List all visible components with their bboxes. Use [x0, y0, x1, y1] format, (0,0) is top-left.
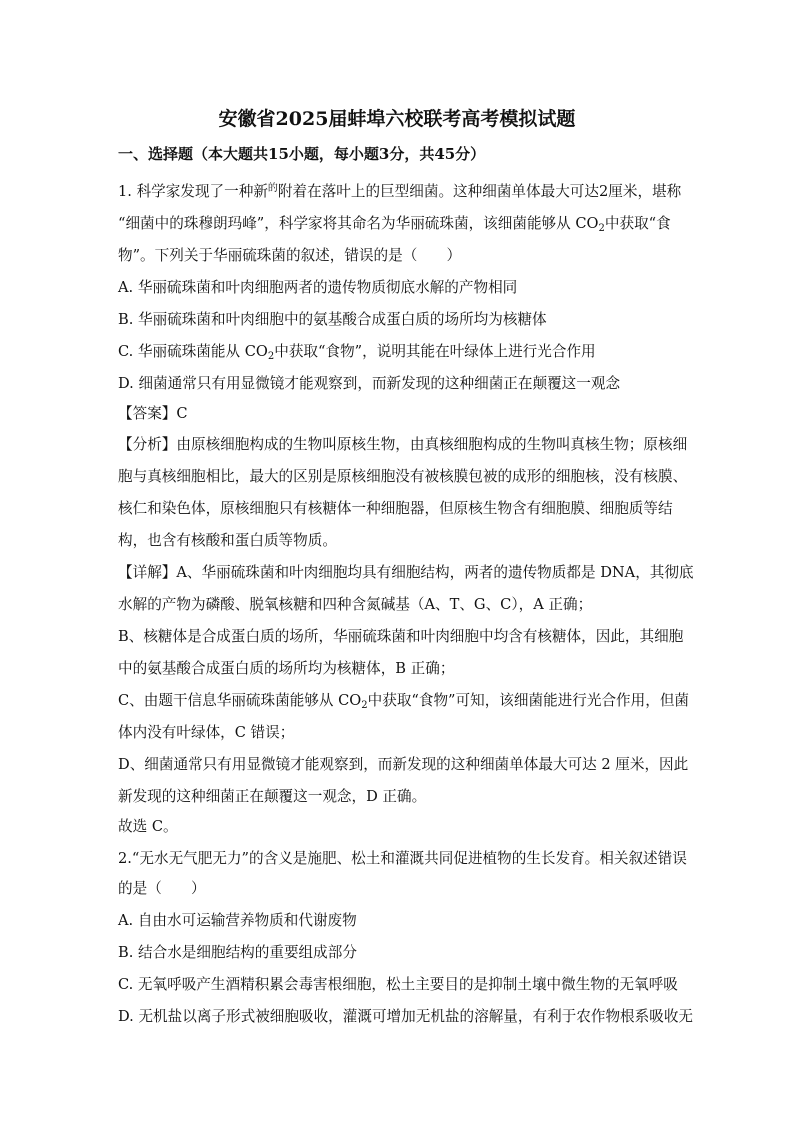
- q1-analysis-line-3: 核仁和染色体，原核细胞只有核糖体一种细胞器，但原核生物含有细胞膜、细胞质等结: [118, 500, 673, 517]
- q1-detail-line-4: 中的氨基酸合成蛋白质的场所均为核糖体，B 正确；: [118, 660, 455, 677]
- q1-detail-line-7: D、细菌通常只有用显微镜才能观察到，而新发现的这种细菌单体最大可达 2 厘米，因此: [118, 756, 689, 773]
- q2-option-a: A. 自由水可运输营养物质和代谢废物: [118, 912, 357, 929]
- q1-line2-subscript: 2: [598, 223, 605, 234]
- q2-option-c: C. 无氧呼吸产生酒精积累会毒害根细胞，松土主要目的是抑制土壤中微生物的无氧呼吸: [118, 976, 678, 993]
- q1-text-b: 附着在落叶上的巨型细菌。这种细菌单体最大可达2厘米，堪称: [277, 183, 682, 200]
- q1-answer: [118, 404, 188, 424]
- detail-5-text-b: 中获取“食物”可知，该细菌能进行光合作用，但菌: [367, 692, 690, 709]
- q1-line2-text: “细菌中的珠穆朗玛峰”，科学家将其命名为华丽硫珠菌，该细菌能够从 CO: [118, 215, 599, 232]
- q1-detail-line-6: 体内没有叶绿体，C 错误；: [118, 724, 295, 741]
- q1-option-d: D. 细菌通常只有用显微镜才能观察到，而新发现的这种细菌正在颠覆这一观念: [118, 375, 621, 392]
- q1-option-c-text-b: 中获取“食物”，说明其能在叶绿体上进行光合作用: [274, 343, 596, 360]
- q1-detail-line-1: [118, 563, 694, 583]
- analysis-text-1: 由原核细胞构成的生物叫原核生物，由真核细胞构成的生物叫真核生物；原核细: [176, 436, 688, 453]
- q2-option-d: D. 无机盐以离子形式被细胞吸收，灌溉可增加无机盐的溶解量，有利于农作物根系吸收无: [118, 1008, 694, 1025]
- detail-text-1: A、华丽硫珠菌和叶肉细胞均具有细胞结构，两者的遗传物质都是 DNA，其彻底: [176, 564, 694, 581]
- detail-5-text-a: C、由题干信息华丽硫珠菌能够从 CO: [118, 692, 362, 709]
- q1-analysis-line-2: 胞与真核细胞相比，最大的区别是原核细胞没有被核膜包被的成形的细胞核，没有核膜、: [118, 468, 688, 485]
- q1-text-a: 1. 科学家发现了一种新: [118, 183, 268, 200]
- q2-option-b: B. 结合水是细胞结构的重要组成部分: [118, 944, 357, 961]
- q1-option-b: B. 华丽硫珠菌和叶肉细胞中的氨基酸合成蛋白质的场所均为核糖体: [118, 311, 547, 328]
- detail-tag: 【详解】: [118, 564, 177, 581]
- q1-option-c-subscript: 2: [267, 351, 275, 362]
- answer-value: C: [176, 405, 188, 422]
- q1-detail-line-2: 水解的产物为磷酸、脱氧核糖和四种含氮碱基（A、T、G、C），A 正确；: [118, 596, 593, 613]
- q1-option-c: [118, 342, 596, 362]
- question-1-line-3: 物”。下列关于华丽硫珠菌的叙述，错误的是（ ）: [118, 247, 462, 264]
- q1-detail-line-8: 新发现的这种细菌正在颠覆这一观念，D 正确。: [118, 788, 427, 805]
- question-1-line-1: [118, 182, 681, 202]
- answer-tag: 【答案】: [118, 405, 177, 422]
- q1-analysis-line-4: 构，也含有核酸和蛋白质等物质。: [118, 532, 337, 549]
- detail-5-subscript: 2: [361, 700, 368, 711]
- q1-option-c-text-a: C. 华丽硫珠菌能从 CO: [118, 343, 268, 360]
- q1-superscript: 的: [267, 183, 278, 194]
- question-1-line-2: [118, 214, 671, 234]
- q1-detail-line-3: B、核糖体是合成蛋白质的场所，华丽硫珠菌和叶肉细胞中均含有核糖体，因此，其细胞: [118, 628, 684, 645]
- q1-line2-text-b: 中获取“食: [604, 215, 671, 232]
- q1-conclusion: 故选 C。: [118, 818, 178, 835]
- page-title: 安徽省2025届蚌埠六校联考高考模拟试题: [218, 108, 576, 130]
- section-heading: 一、选择题（本大题共15小题，每小题3分，共45分）: [118, 145, 486, 163]
- question-2-line-2: 的是（ ）: [118, 880, 206, 897]
- q1-detail-line-5: [118, 691, 689, 711]
- q1-option-a: A. 华丽硫珠菌和叶肉细胞两者的遗传物质彻底水解的产物相同: [118, 279, 518, 296]
- q1-analysis-line-1: [118, 435, 687, 455]
- question-2-line-1: 2.“无水无气肥无力”的含义是施肥、松土和灌溉共同促进植物的生长发育。相关叙述错误: [118, 850, 687, 867]
- analysis-tag: 【分析】: [118, 436, 177, 453]
